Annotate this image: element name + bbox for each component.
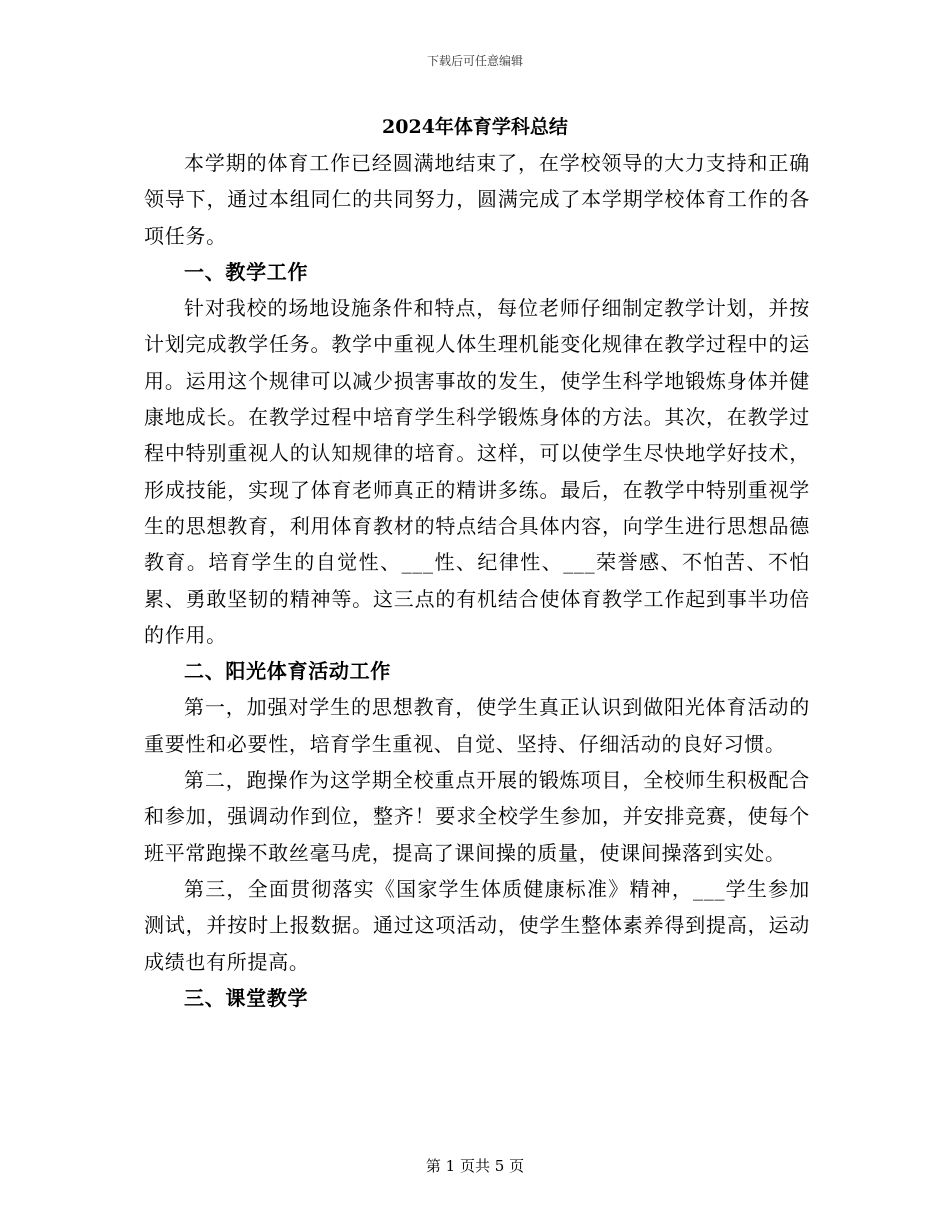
document-title: 2024年体育学科总结 <box>382 116 568 138</box>
teaching-paragraph: 针对我校的场地设施条件和特点，每位老师仔细制定教学计划，并按计划完成教学任务。教学中重视人体生理机能变化规律在教学过程中的运用。运用这个规律可以减少损害事故的发生，使学生科学地锻炼身体并健康地成长。在教学过程中培育学生科学锻炼身体的方法。其次，在教学过程中特别重视人的认知规律的培育。这样，可以使学生尽快地学好技术，形成技能，实现了体育老师真正的精讲多练。最后，在教学中特别重视学生的思想教育，利用体育教材的特点结合具体内容，向学生进行思想品德教育。培育学生的自觉性、___性、纪律性、___荣誉感、不怕苦、不怕累、勇敢坚韧的精神等。这三点的有机结合使体育教学工作起到事半功倍的作用。 <box>144 296 810 647</box>
sunshine-paragraph-2: 第二，跑操作为这学期全校重点开展的锻炼项目，全校师生积极配合和参加，强调动作到位，整齐！要求全校学生参加，并安排竞赛，使每个班平常跑操不敢丝毫马虎，提高了课间操的质量，使课间操落到实处。 <box>144 768 810 865</box>
sunshine-paragraph-1: 第一，加强对学生的思想教育，使学生真正认识到做阳光体育活动的重要性和必要性，培育学生重视、自觉、坚持、仔细活动的良好习惯。 <box>144 695 810 756</box>
document-body <box>144 145 810 1016</box>
intro-paragraph: 本学期的体育工作已经圆满地结束了，在学校领导的大力支持和正确领导下，通过本组同仁的共同努力，圆满完成了本学期学校体育工作的各项任务。 <box>144 151 810 248</box>
section-heading-classroom: 三、课堂教学 <box>184 985 309 1010</box>
page-header-note: 下载后可任意编辑 <box>426 54 523 68</box>
section-heading-sunshine-sports: 二、阳光体育活动工作 <box>184 659 391 684</box>
section-heading-teaching: 一、教学工作 <box>184 259 309 284</box>
sunshine-paragraph-3: 第三，全面贯彻落实《国家学生体质健康标准》精神，___学生参加测试，并按时上报数据。通过这项活动，使学生整体素养得到提高，运动成绩也有所提高。 <box>144 876 810 974</box>
page-number: 第 1 页共 5 页 <box>425 1157 525 1175</box>
